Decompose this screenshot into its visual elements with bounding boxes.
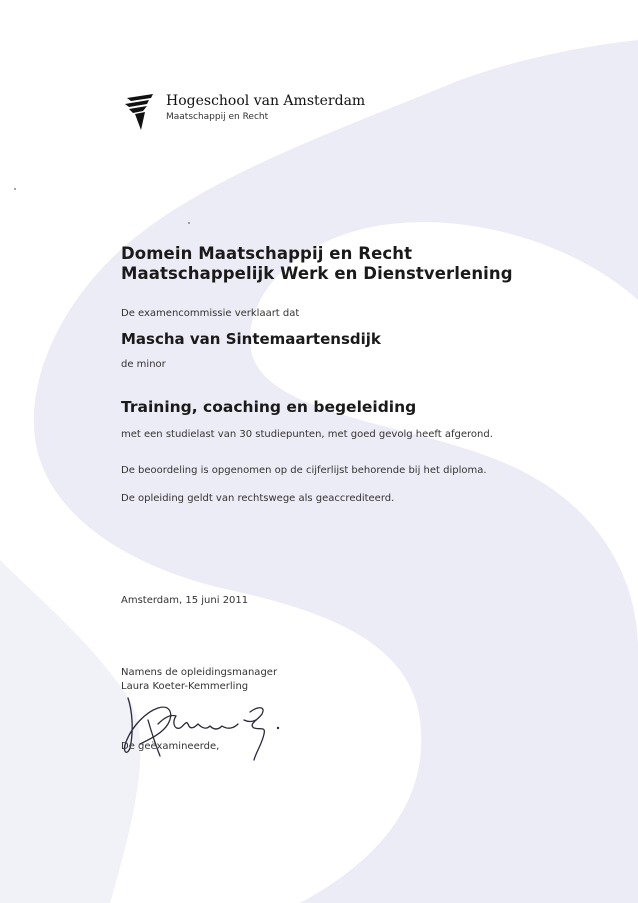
minor-label: de minor [121, 359, 166, 370]
declaration-text: De examencommissie verklaart dat [121, 308, 300, 319]
institution-subtitle: Maatschappij en Recht [166, 112, 269, 122]
student-name: Mascha van Sintemaartensdijk [121, 330, 381, 348]
accreditation-note: De opleiding geldt van rechtswege als geaccrediteerd. [121, 493, 395, 504]
scan-speck [188, 222, 190, 224]
domain-heading: Domein Maatschappij en Recht [121, 244, 413, 263]
scan-speck [14, 188, 16, 190]
study-load-text: met een studielast van 30 studiepunten, met goed gevolg heeft afgerond. [121, 429, 493, 440]
minor-title: Training, coaching en begeleiding [121, 398, 417, 416]
hva-logo-icon [123, 92, 157, 132]
manager-name: Laura Koeter-Kemmerling [121, 681, 249, 692]
place-date: Amsterdam, 15 juni 2011 [121, 595, 249, 606]
on-behalf-of-text: Namens de opleidingsmanager [121, 667, 278, 678]
grades-note: De beoordeling is opgenomen op de cijferlijst behorende bij het diploma. [121, 465, 487, 476]
program-heading: Maatschappelijk Werk en Dienstverlening [121, 264, 513, 283]
institution-name: Hogeschool van Amsterdam [166, 93, 366, 109]
graduate-label: De geëxamineerde, [121, 741, 220, 752]
handwritten-signature [118, 690, 298, 770]
